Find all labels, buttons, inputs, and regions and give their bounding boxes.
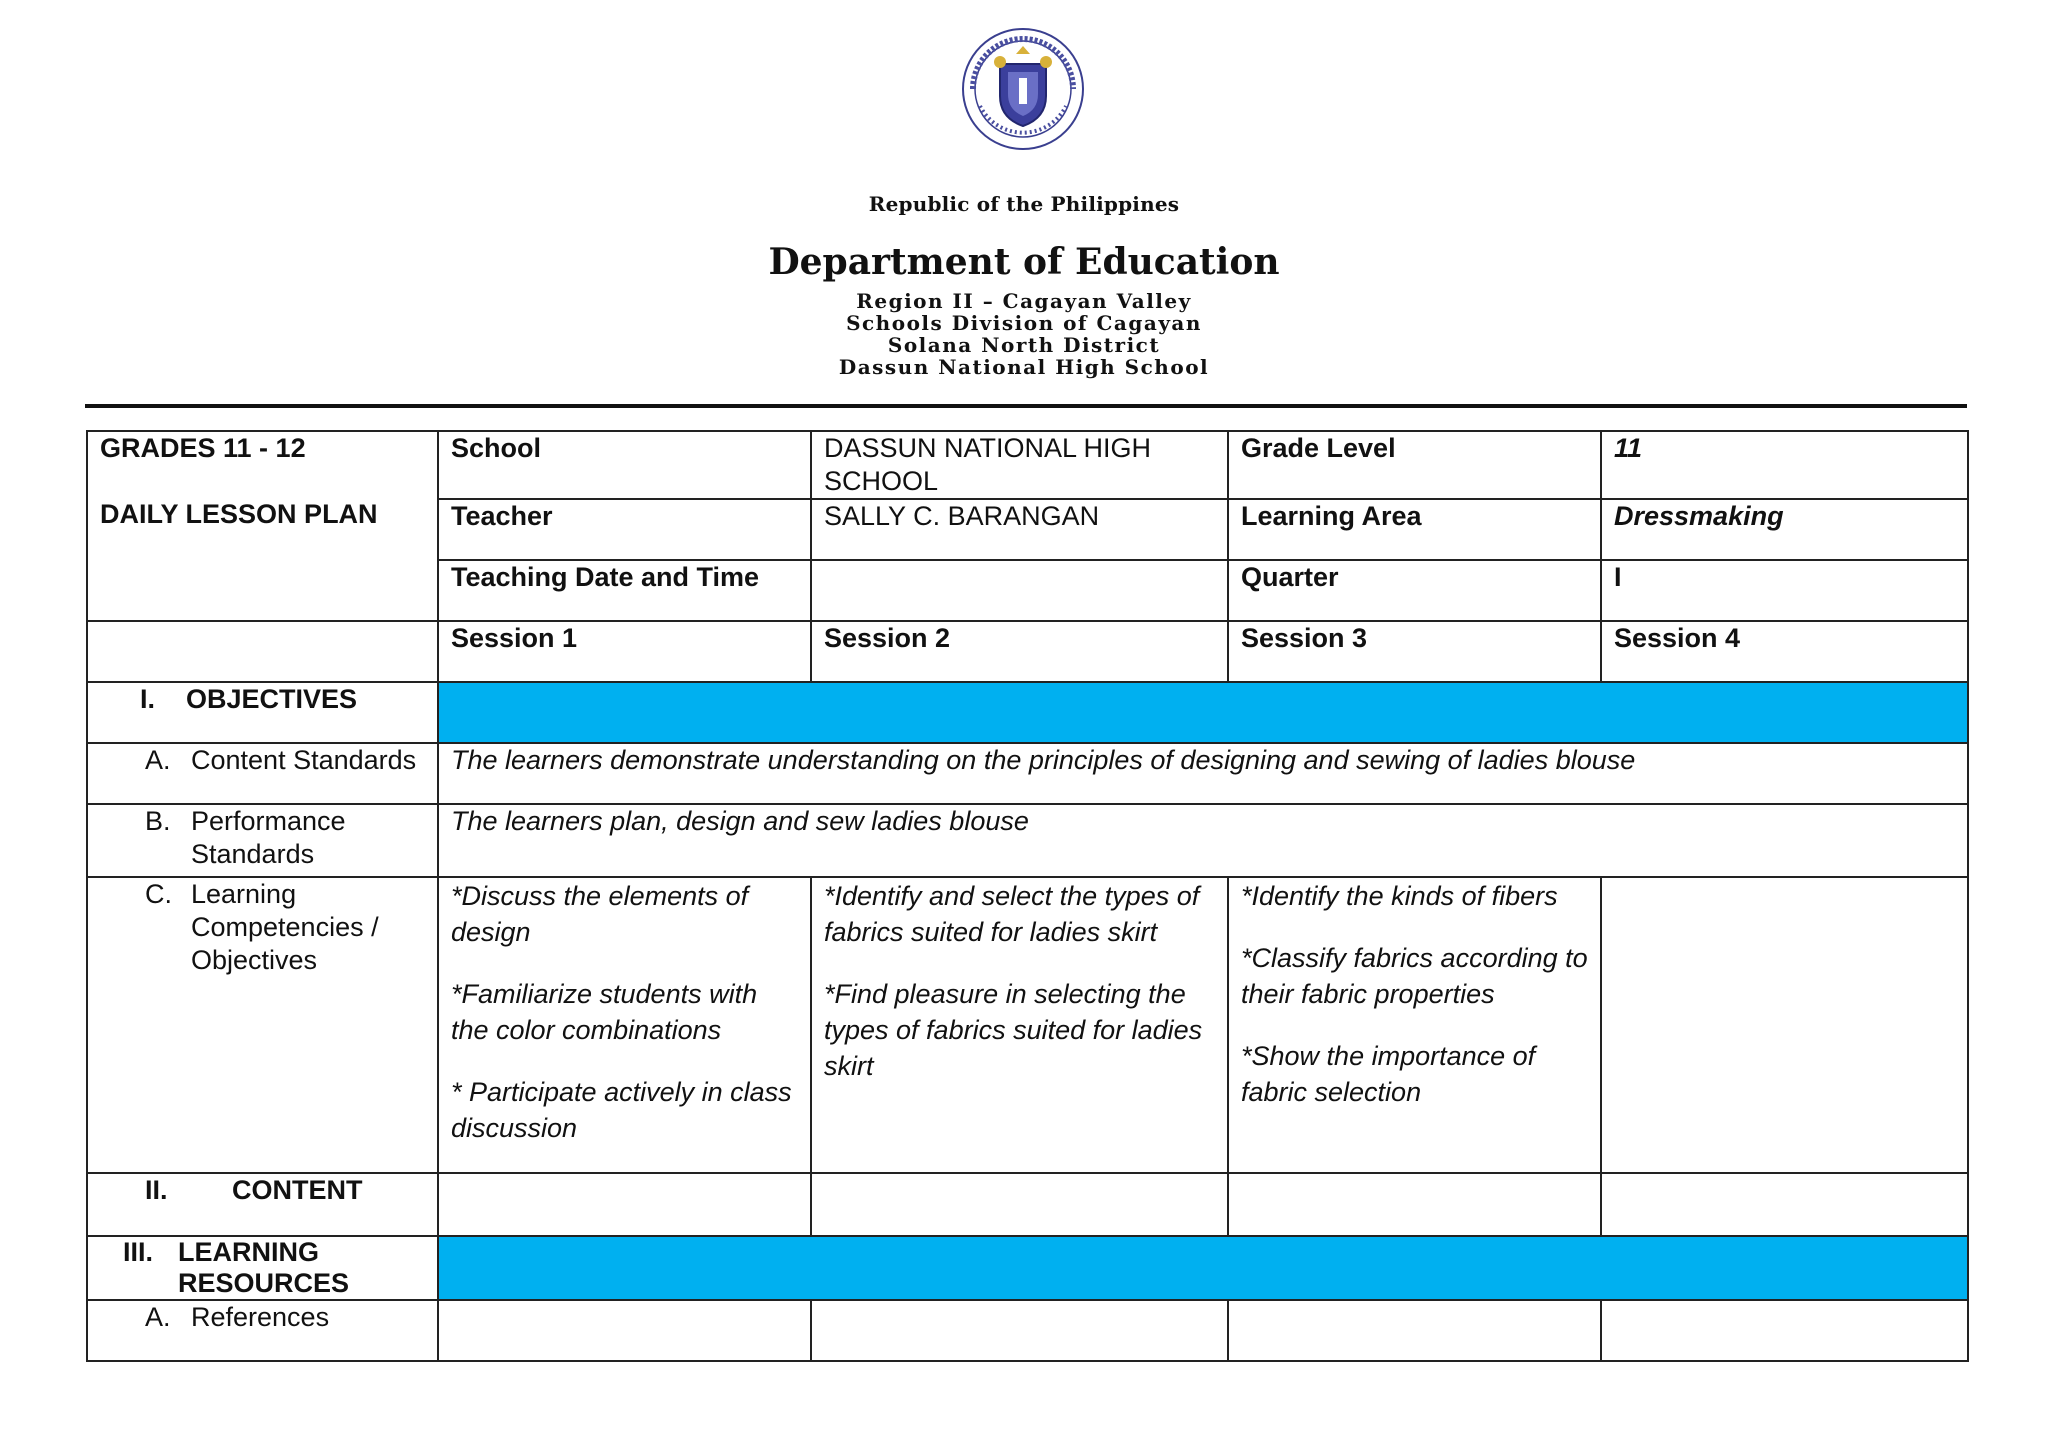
header-divider [85, 404, 1967, 408]
content-standards-label: Content Standards [191, 745, 417, 775]
content-standards-value: The learners demonstrate understanding on the principles of designing and sewing of ladies blouse [438, 743, 1968, 804]
session-3-header: Session 3 [1228, 621, 1601, 682]
competency-item: *Find pleasure in selecting the types of fabrics suited for ladies skirt [824, 979, 1203, 1081]
learning-area-label: Learning Area [1228, 499, 1601, 560]
competencies-session-3 [1228, 877, 1601, 1173]
learning-resources-label: LEARNING RESOURCES [178, 1237, 350, 1298]
learning-resources-fill [438, 1236, 1968, 1300]
plan-title-cell [87, 431, 438, 621]
content-label: CONTENT [232, 1175, 363, 1205]
school-value: DASSUN NATIONAL HIGH SCHOOL [811, 431, 1228, 499]
competency-item: *Show the importance of fabric selection [1241, 1041, 1536, 1107]
session-2-header: Session 2 [811, 621, 1228, 682]
quarter-label: Quarter [1228, 560, 1601, 621]
content-number: II. [145, 1175, 168, 1205]
references-session-4 [1601, 1300, 1968, 1361]
division-line: Schools Division of Cagayan [846, 311, 1202, 335]
content-session-2 [811, 1173, 1228, 1236]
session-header-blank [87, 621, 438, 682]
teaching-date-label: Teaching Date and Time [438, 560, 811, 621]
references-session-1 [438, 1300, 811, 1361]
quarter-value: I [1601, 560, 1968, 621]
objectives-label: OBJECTIVES [186, 684, 358, 714]
content-standards-heading [87, 743, 438, 804]
references-number: A. [145, 1302, 171, 1332]
competency-item: * Participate actively in class discussion [451, 1077, 792, 1143]
content-session-3 [1228, 1173, 1601, 1236]
content-session-4 [1601, 1173, 1968, 1236]
teacher-value: SALLY C. BARANGAN [811, 499, 1228, 560]
content-session-1 [438, 1173, 811, 1236]
school-line: Dassun National High School [838, 355, 1210, 379]
competencies-session-4 [1601, 877, 1968, 1173]
learning-area-value: Dressmaking [1601, 499, 1968, 560]
department-heading: Department of Education [768, 241, 1280, 283]
references-heading [87, 1300, 438, 1361]
performance-standards-value: The learners plan, design and sew ladies blouse [438, 804, 1968, 877]
learning-resources-number: III. [123, 1237, 154, 1267]
teaching-date-value [811, 560, 1228, 621]
references-session-2 [811, 1300, 1228, 1361]
learning-resources-heading [87, 1236, 438, 1300]
competencies-session-1 [438, 877, 811, 1173]
references-session-3 [1228, 1300, 1601, 1361]
daily-lesson-plan-table [86, 430, 1969, 1362]
competency-item: *Discuss the elements of design [451, 881, 749, 947]
grade-level-value: 11 [1601, 431, 1968, 499]
competencies-number: C. [145, 879, 172, 909]
performance-standards-number: B. [145, 806, 171, 836]
grades-label: GRADES 11 - 12 [100, 433, 306, 463]
performance-standards-label: Performance Standards [191, 806, 346, 869]
competency-item: *Identify and select the types of fabrics suited for ladies skirt [824, 881, 1200, 947]
deped-seal-icon [960, 26, 1086, 152]
objectives-fill [438, 682, 1968, 743]
competency-item: *Identify the kinds of fibers [1241, 881, 1558, 911]
competencies-label: Learning Competencies / Objectives [191, 879, 379, 975]
competency-item: *Classify fabrics according to their fabric properties [1241, 943, 1588, 1009]
session-1-header: Session 1 [438, 621, 811, 682]
objectives-number: I. [140, 684, 156, 714]
session-4-header: Session 4 [1601, 621, 1968, 682]
content-heading [87, 1173, 438, 1236]
school-label: School [438, 431, 811, 499]
performance-standards-heading [87, 804, 438, 877]
republic-heading: Republic of the Philippines [868, 192, 1180, 216]
competencies-heading [87, 877, 438, 1173]
region-line: Region II – Cagayan Valley [856, 289, 1192, 313]
daily-lesson-plan-title: DAILY LESSON PLAN [100, 499, 378, 529]
teacher-label: Teacher [438, 499, 811, 560]
objectives-heading [87, 682, 438, 743]
competencies-session-2 [811, 877, 1228, 1173]
references-label: References [191, 1302, 330, 1332]
competency-item: *Familiarize students with the color combinations [451, 979, 758, 1045]
content-standards-number: A. [145, 745, 171, 775]
district-line: Solana North District [887, 333, 1161, 357]
grade-level-label: Grade Level [1228, 431, 1601, 499]
